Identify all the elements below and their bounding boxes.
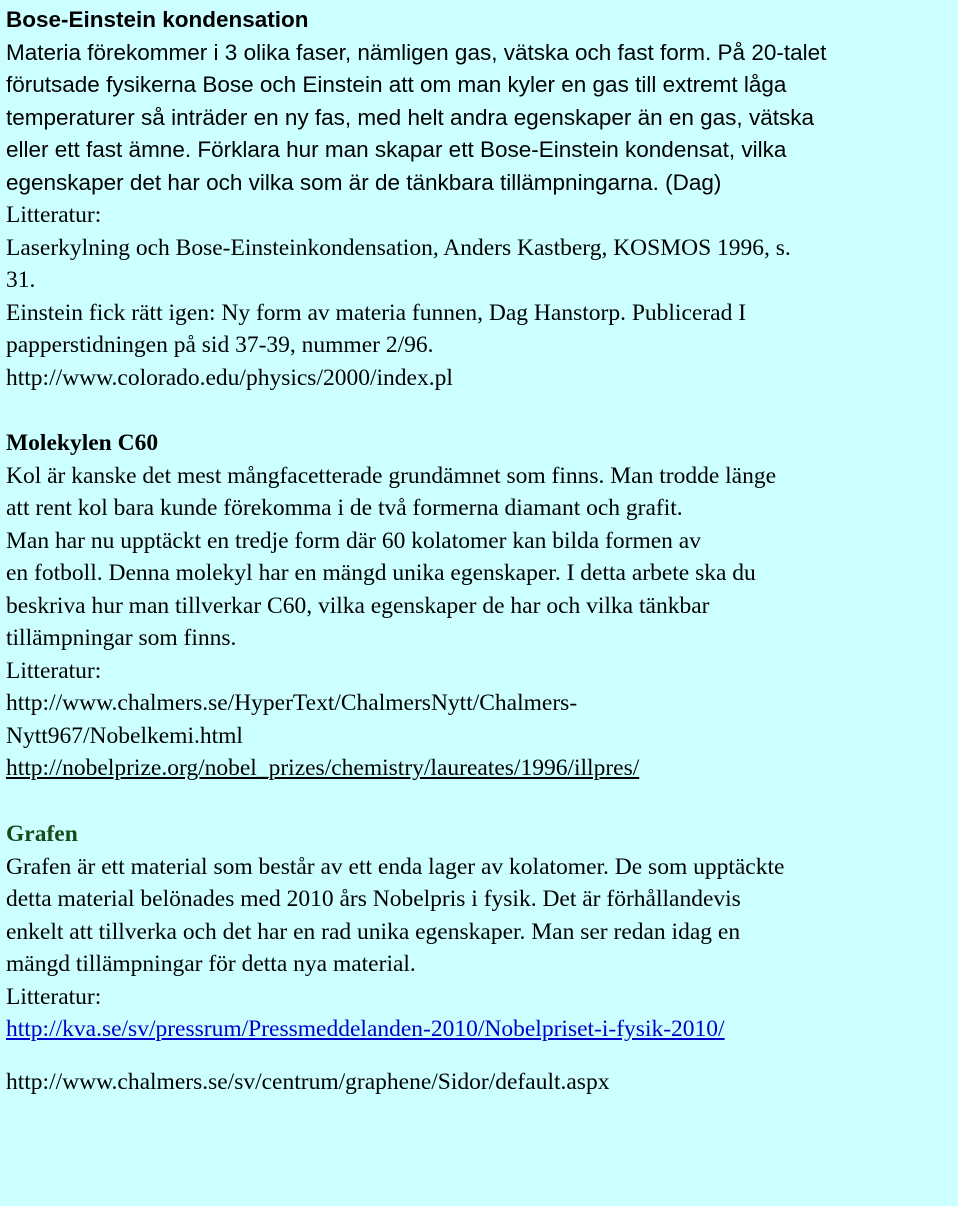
c60-reference-url: Nytt967/Nobelkemi.html [6, 722, 243, 749]
chalmers-graphene-url: http://www.chalmers.se/sv/centrum/graphene/Sidor/default.aspx [6, 1068, 610, 1095]
grafen-section [6, 818, 950, 1098]
bose-text-line: egenskaper det har och vilka som är de tänkbara tillämpningarna. (Dag) [6, 169, 722, 195]
c60-text-line: tillämpningar som finns. [6, 625, 237, 651]
c60-text-line: en fotboll. Denna molekyl har en mängd unika egenskaper. I detta arbete ska du [6, 560, 756, 586]
c60-text-line: att rent kol bara kunde förekomma i de två formerna diamant och grafit. [6, 495, 683, 521]
grafen-text-line: enkelt att tillverka och det har en rad unika egenskaper. Man ser redan idag en [6, 918, 741, 945]
bose-text-line: förutsade fysikerna Bose och Einstein att om man kyler en gas till extremt låga [6, 72, 787, 97]
bose-text-line: eller ett fast ämne. Förklara hur man skapar ett Bose-Einstein kondensat, vilka [6, 137, 787, 162]
grafen-text-line: mängd tillämpningar för detta nya material. [6, 951, 416, 977]
bose-reference: 31. [6, 267, 36, 293]
c60-heading: Molekylen C60 [6, 430, 159, 456]
grafen-literature-label: Litteratur: [6, 983, 102, 1010]
c60-section [6, 427, 950, 785]
c60-reference-url: http://www.chalmers.se/HyperText/ChalmersNytt/Chalmers- [6, 690, 578, 716]
bose-einstein-section [6, 4, 950, 394]
grafen-text-line: Grafen är ett material som består av ett enda lager av kolatomer. De som upptäckte [6, 853, 785, 880]
c60-text-line: beskriva hur man tillverkar C60, vilka egenskaper de har och vilka tänkbar [6, 592, 710, 619]
grafen-text-line: detta material belönades med 2010 års Nobelpris i fysik. Det är förhållandevis [6, 886, 741, 912]
bose-einstein-heading: Bose-Einstein kondensation [6, 7, 309, 32]
bose-text-line: Materia förekommer i 3 olika faser, nämligen gas, vätska och fast form. På 20-talet [6, 39, 827, 65]
bose-text-line: temperaturer så inträder en ny fas, med helt andra egenskaper än en gas, vätska [6, 104, 814, 130]
kva-link[interactable]: http://kva.se/sv/pressrum/Pressmeddelanden-2010/Nobelpriset-i-fysik-2010/ [6, 1016, 725, 1042]
grafen-heading: Grafen [6, 821, 78, 847]
nobelprize-link[interactable]: http://nobelprize.org/nobel_prizes/chemistry/laureates/1996/illpres/ [6, 755, 640, 781]
c60-text-line: Kol är kanske det mest mångfacetterade grundämnet som finns. Man trodde länge [6, 462, 777, 489]
bose-literature-label: Litteratur: [6, 202, 102, 228]
c60-text-line: Man har nu upptäckt en tredje form där 60 kolatomer kan bilda formen av [6, 527, 701, 554]
c60-literature-label: Litteratur: [6, 657, 102, 684]
bose-reference: Einstein fick rätt igen: Ny form av materia funnen, Dag Hanstorp. Publicerad I [6, 299, 747, 326]
bose-reference: Laserkylning och Bose-Einsteinkondensation, Anders Kastberg, KOSMOS 1996, s. [6, 234, 791, 261]
bose-reference-url: http://www.colorado.edu/physics/2000/index.pl [6, 364, 453, 391]
bose-reference: papperstidningen på sid 37-39, nummer 2/96. [6, 332, 434, 358]
